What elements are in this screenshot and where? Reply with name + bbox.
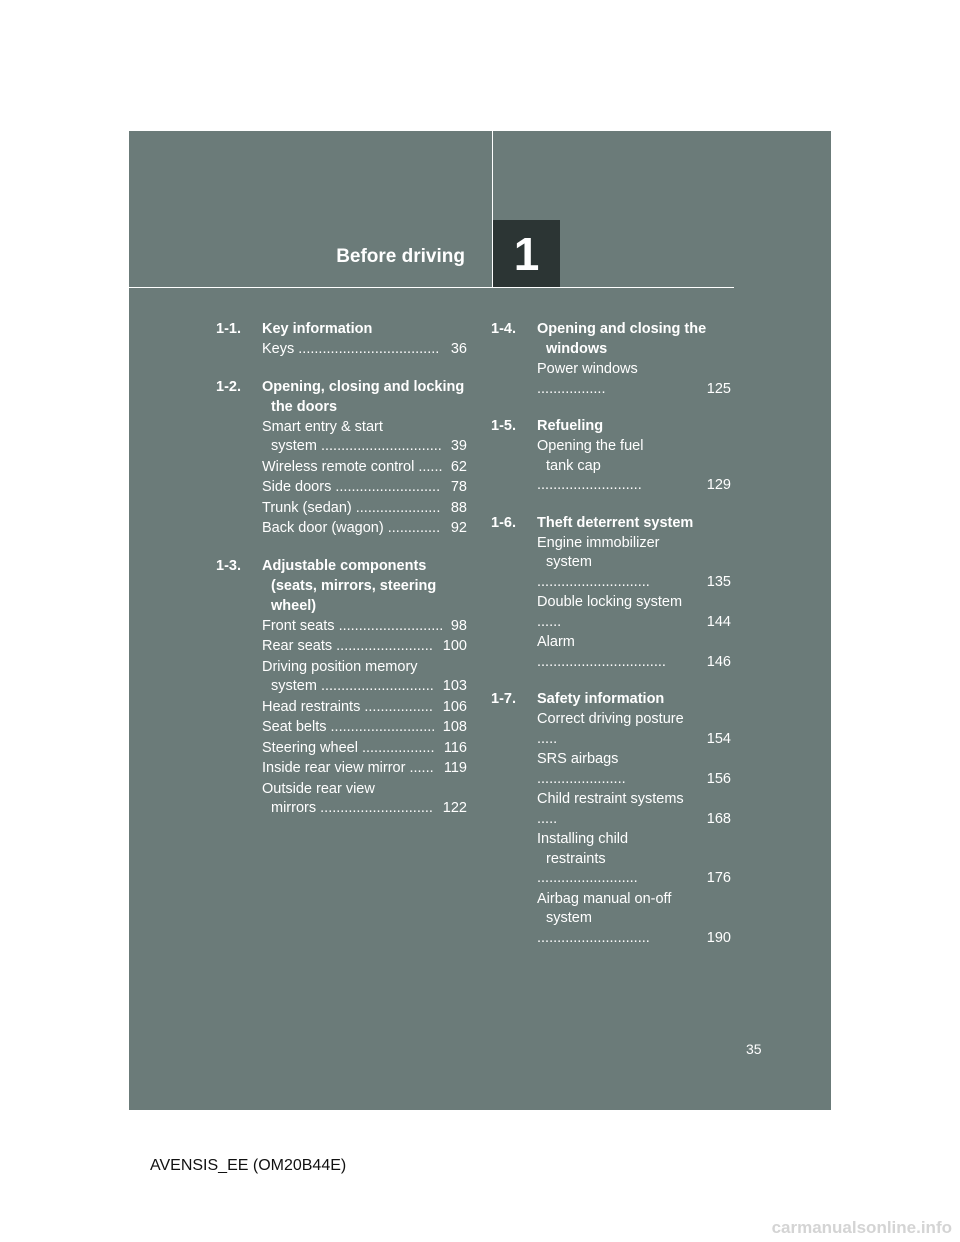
toc-entry[interactable] xyxy=(262,780,467,819)
toc-right-column xyxy=(491,319,731,965)
toc-entry-page: 129 xyxy=(706,477,731,493)
toc-entry[interactable] xyxy=(262,418,467,457)
toc-entry-text: Head restraints xyxy=(262,698,361,715)
toc-entry-page: 168 xyxy=(706,810,731,827)
toc-entry-label xyxy=(537,593,704,632)
toc-entry-text: Power windows xyxy=(537,361,638,377)
toc-section-title: Key information xyxy=(262,321,373,337)
page-number: 35 xyxy=(746,1041,762,1057)
toc-leader-dots: .................. xyxy=(361,739,435,756)
toc-section xyxy=(216,556,467,819)
toc-entry-text-continued: tank cap xyxy=(546,457,601,474)
chapter-title: Before driving xyxy=(336,246,465,267)
toc-left-column xyxy=(216,319,467,836)
toc-leader-dots: ......................... xyxy=(537,870,638,886)
header-divider-horizontal xyxy=(129,287,734,288)
toc-entry-label xyxy=(537,830,704,889)
toc-section-heading[interactable] xyxy=(491,689,731,709)
toc-entry[interactable] xyxy=(537,890,731,949)
toc-entry-label xyxy=(262,418,448,457)
toc-entry-label xyxy=(262,519,448,539)
watermark: carmanualsonline.info xyxy=(771,1218,952,1237)
toc-entry[interactable] xyxy=(262,759,467,779)
toc-entry-page: 106 xyxy=(442,698,467,715)
toc-leader-dots: ............................ xyxy=(320,678,434,694)
toc-entry-text: Driving position memory xyxy=(262,658,418,675)
toc-leader-dots: ................. xyxy=(537,380,606,397)
toc-entry-text-continued: system xyxy=(271,678,317,694)
toc-entry-label xyxy=(537,710,704,749)
toc-entry-text: Side doors xyxy=(262,479,332,495)
toc-entry[interactable] xyxy=(262,718,467,738)
toc-leader-dots: .......................... xyxy=(335,479,441,495)
toc-entry-page: 36 xyxy=(450,341,467,357)
toc-entry-text: Engine immobilizer xyxy=(537,534,660,551)
toc-entry-page: 122 xyxy=(442,800,467,816)
toc-entry[interactable] xyxy=(262,658,467,697)
toc-entry-page: 92 xyxy=(450,520,467,536)
toc-entry[interactable] xyxy=(262,739,467,759)
toc-entry-text-continued: restraints xyxy=(546,850,606,867)
toc-entry-text: Double locking system xyxy=(537,594,683,610)
toc-entry-label xyxy=(262,780,440,819)
toc-section xyxy=(491,689,731,948)
toc-entry-label xyxy=(262,718,440,738)
toc-leader-dots: .......................... xyxy=(537,477,642,493)
toc-entry-text: Seat belts xyxy=(262,719,327,735)
toc-entry-page: 39 xyxy=(450,438,467,454)
toc-entry[interactable] xyxy=(537,633,731,672)
toc-section-number: 1-6. xyxy=(491,514,516,531)
toc-leader-dots: ............................ xyxy=(537,929,650,946)
toc-entry[interactable] xyxy=(262,519,467,539)
toc-leader-dots: ..................... xyxy=(355,499,441,516)
toc-leader-dots: ................................... xyxy=(298,341,440,357)
toc-entry-label xyxy=(262,340,448,360)
toc-entry-page: 98 xyxy=(450,617,467,634)
toc-section-heading[interactable] xyxy=(491,416,731,436)
toc-entry-text: Airbag manual on-off xyxy=(537,890,672,907)
toc-entry[interactable] xyxy=(262,478,467,498)
toc-leader-dots: ..... xyxy=(537,810,558,827)
toc-entry-page: 88 xyxy=(450,499,467,516)
toc-entry-text: Installing child xyxy=(537,831,629,847)
toc-entry-text: Outside rear view xyxy=(262,780,375,797)
toc-entry[interactable] xyxy=(262,617,467,637)
toc-section xyxy=(491,513,731,673)
toc-entry-page: 119 xyxy=(443,760,467,776)
toc-entry-label xyxy=(537,750,704,789)
toc-entry[interactable] xyxy=(537,437,731,496)
toc-entry-page: 135 xyxy=(706,573,731,590)
toc-entry-label xyxy=(537,534,704,593)
toc-entry-label xyxy=(537,790,704,829)
toc-entry-text: Steering wheel xyxy=(262,739,358,756)
toc-section-number: 1-7. xyxy=(491,691,516,707)
toc-section xyxy=(491,416,731,496)
toc-entry-text: Smart entry & start xyxy=(262,418,383,435)
toc-leader-dots: ..... xyxy=(537,730,558,747)
toc-entry-label xyxy=(262,739,441,759)
toc-entry[interactable] xyxy=(262,340,467,360)
toc-entry-label xyxy=(262,458,448,478)
toc-entry-label xyxy=(262,698,440,718)
toc-section-title: Safety information xyxy=(537,691,665,707)
toc-entry-page: 176 xyxy=(706,870,731,886)
toc-entry-text: Correct driving posture xyxy=(537,711,684,727)
toc-entry-page: 154 xyxy=(706,730,731,747)
toc-section-title: Opening, closing and locking the doors xyxy=(262,378,465,415)
toc-entry[interactable] xyxy=(262,637,467,657)
toc-entry[interactable] xyxy=(537,710,731,749)
toc-leader-dots: ...... xyxy=(409,760,434,776)
toc-entry-page: 144 xyxy=(706,613,731,630)
toc-section-heading[interactable] xyxy=(491,319,731,359)
toc-entry-text: Front seats xyxy=(262,617,335,634)
document-footer: AVENSIS_EE (OM20B44E) xyxy=(150,1157,347,1174)
toc-leader-dots: .............................. xyxy=(320,438,442,454)
toc-entry-text-continued: mirrors xyxy=(271,800,317,816)
toc-entry-page: 125 xyxy=(706,380,731,397)
toc-entry[interactable] xyxy=(537,360,731,399)
toc-entry-label xyxy=(537,633,704,672)
toc-section-heading[interactable] xyxy=(216,319,467,339)
toc-leader-dots: ...... xyxy=(418,458,443,475)
toc-entry[interactable] xyxy=(537,534,731,593)
chapter-number: 1 xyxy=(493,220,560,287)
toc-entry[interactable] xyxy=(537,593,731,632)
toc-section-title: Refueling xyxy=(537,418,604,434)
toc-entry-label xyxy=(262,499,448,519)
toc-section-title: Theft deterrent system xyxy=(537,514,694,531)
toc-entry-page: 190 xyxy=(706,929,731,946)
toc-entry-page: 156 xyxy=(706,770,731,787)
toc-entry-label xyxy=(262,617,448,637)
toc-entry-label xyxy=(537,890,704,949)
toc-section-heading[interactable] xyxy=(491,513,731,533)
toc-entry-text-continued: system xyxy=(271,438,317,454)
toc-entry-text-continued: system xyxy=(546,910,592,926)
toc-leader-dots: ................................ xyxy=(537,653,666,670)
toc-entry-page: 78 xyxy=(450,479,467,495)
toc-leader-dots: ...... xyxy=(537,613,562,630)
toc-entry[interactable] xyxy=(262,499,467,519)
toc-section-title: Opening and closing the windows xyxy=(537,321,707,357)
toc-section-title: Adjustable components (seats, mirrors, steering wheel) xyxy=(262,557,437,614)
toc-entry[interactable] xyxy=(537,790,731,829)
toc-entry[interactable] xyxy=(262,458,467,478)
toc-entry-page: 62 xyxy=(450,458,467,475)
toc-entry-text: Keys xyxy=(262,341,295,357)
toc-entry-label xyxy=(262,478,448,498)
toc-entry-label xyxy=(262,759,441,779)
toc-leader-dots: ............................ xyxy=(537,573,650,590)
toc-entry-label xyxy=(537,437,704,496)
toc-entry-page: 103 xyxy=(442,678,467,694)
toc-section xyxy=(216,319,467,360)
toc-leader-dots: .......................... xyxy=(338,617,444,634)
toc-entry-page: 100 xyxy=(442,638,467,654)
toc-entry-page: 108 xyxy=(442,719,467,735)
toc-section-heading[interactable] xyxy=(216,377,467,417)
toc-leader-dots: ............................ xyxy=(320,800,433,816)
toc-entry-label xyxy=(537,360,704,399)
toc-entry[interactable] xyxy=(262,698,467,718)
toc-leader-dots: ........................ xyxy=(336,638,433,654)
toc-entry-text: Opening the fuel xyxy=(537,438,644,454)
toc-entry-text: SRS airbags xyxy=(537,751,619,767)
toc-entry-label xyxy=(262,637,440,657)
toc-entry-text: Alarm xyxy=(537,634,575,650)
toc-leader-dots: ...................... xyxy=(537,770,626,787)
toc-entry-text: Child restraint systems xyxy=(537,791,684,807)
toc-entry-text-continued: system xyxy=(546,554,592,570)
toc-section xyxy=(216,377,467,539)
toc-entry-text: Wireless remote control xyxy=(262,458,415,475)
toc-section-number: 1-2. xyxy=(216,378,241,395)
toc-leader-dots: ............. xyxy=(387,520,441,536)
toc-entry-text: Trunk (sedan) xyxy=(262,499,352,516)
toc-entry[interactable] xyxy=(537,750,731,789)
toc-section-number: 1-1. xyxy=(216,321,241,337)
toc-section-number: 1-4. xyxy=(491,321,516,337)
toc-entry-text: Inside rear view mirror xyxy=(262,760,406,776)
toc-entry-label xyxy=(262,658,440,697)
toc-entry[interactable] xyxy=(537,830,731,889)
toc-entry-text: Back door (wagon) xyxy=(262,520,384,536)
toc-leader-dots: ................. xyxy=(364,698,433,715)
toc-section-number: 1-5. xyxy=(491,418,516,434)
toc-section xyxy=(491,319,731,399)
toc-entry-page: 116 xyxy=(443,739,467,756)
toc-section-heading[interactable] xyxy=(216,556,467,616)
toc-entry-text: Rear seats xyxy=(262,638,333,654)
toc-leader-dots: .......................... xyxy=(330,719,436,735)
toc-section-number: 1-3. xyxy=(216,557,241,574)
toc-entry-page: 146 xyxy=(706,653,731,670)
